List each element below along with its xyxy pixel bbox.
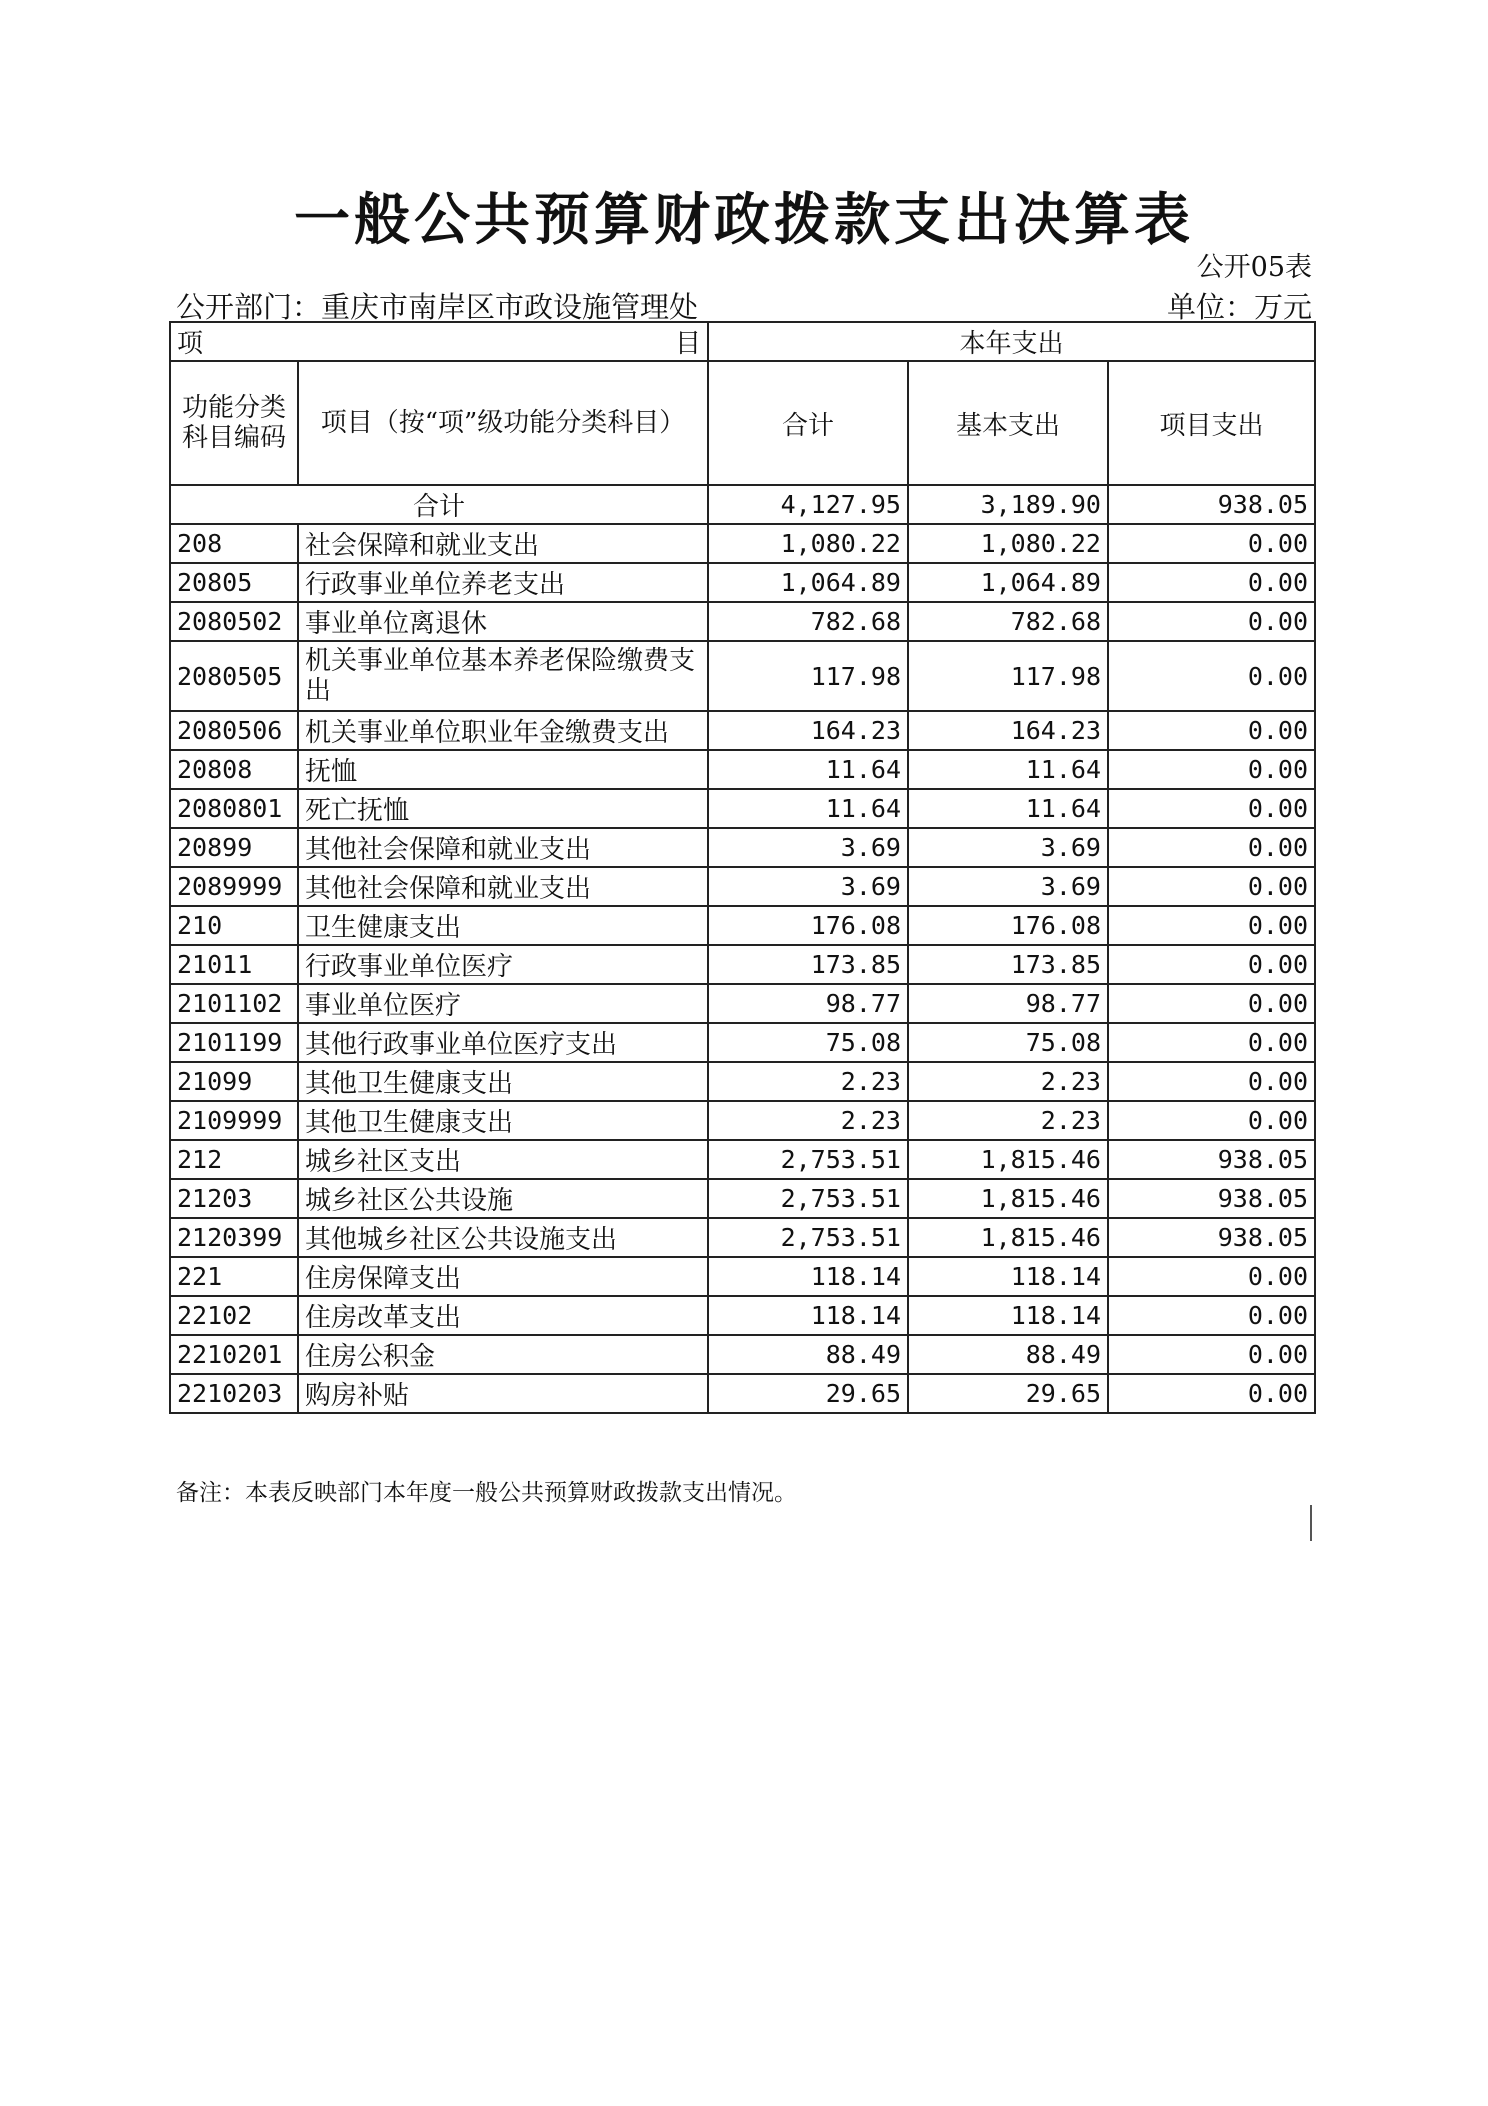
row-total: 11.64 [708,789,908,828]
row-project: 0.00 [1108,1101,1315,1140]
row-project: 938.05 [1108,1140,1315,1179]
item-header-right: 目 [674,329,701,359]
row-basic: 1,815.46 [908,1179,1108,1218]
total-column-header: 合计 [708,361,908,485]
table-row [170,711,1315,750]
row-basic: 176.08 [908,906,1108,945]
row-name: 其他社会保障和就业支出 [298,828,708,867]
row-basic: 173.85 [908,945,1108,984]
total-row-label: 合计 [170,485,708,524]
row-name: 卫生健康支出 [298,906,708,945]
row-project: 0.00 [1108,1257,1315,1296]
header-row-columns [170,361,1315,485]
row-basic: 29.65 [908,1374,1108,1413]
row-project: 0.00 [1108,1374,1315,1413]
row-total: 88.49 [708,1335,908,1374]
row-name: 其他行政事业单位医疗支出 [298,1023,708,1062]
form-number: 公开05表 [1196,252,1312,283]
row-basic: 2.23 [908,1062,1108,1101]
row-basic: 782.68 [908,602,1108,641]
row-name: 抚恤 [298,750,708,789]
row-project: 0.00 [1108,750,1315,789]
table-row [170,563,1315,602]
row-code: 21203 [170,1179,298,1218]
row-code: 2101102 [170,984,298,1023]
name-column-header: 项目（按“项”级功能分类科目） [298,361,708,485]
row-project: 0.00 [1108,789,1315,828]
total-row-total: 4,127.95 [708,485,908,524]
row-project: 0.00 [1108,867,1315,906]
row-name: 城乡社区公共设施 [298,1179,708,1218]
row-code: 2120399 [170,1218,298,1257]
footnote: 备注：本表反映部门本年度一般公共预算财政拨款支出情况。 [176,1480,797,1506]
row-basic: 11.64 [908,789,1108,828]
table-row [170,1101,1315,1140]
row-basic: 1,064.89 [908,563,1108,602]
row-total: 118.14 [708,1257,908,1296]
row-project: 0.00 [1108,711,1315,750]
total-row-basic: 3,189.90 [908,485,1108,524]
table-row [170,1374,1315,1413]
row-name: 其他卫生健康支出 [298,1101,708,1140]
unit-label: 单位：万元 [1166,290,1312,324]
row-code: 208 [170,524,298,563]
department-label: 公开部门：重庆市南岸区市政设施管理处 [176,290,699,324]
row-code: 2210201 [170,1335,298,1374]
row-code: 2101199 [170,1023,298,1062]
table-row [170,1335,1315,1374]
row-total: 3.69 [708,828,908,867]
row-project: 0.00 [1108,1296,1315,1335]
row-total: 782.68 [708,602,908,641]
row-total: 118.14 [708,1296,908,1335]
row-code: 2080505 [170,641,298,711]
row-code: 221 [170,1257,298,1296]
row-total: 117.98 [708,641,908,711]
total-row-project: 938.05 [1108,485,1315,524]
table-row [170,867,1315,906]
row-total: 164.23 [708,711,908,750]
row-name: 住房保障支出 [298,1257,708,1296]
row-name: 城乡社区支出 [298,1140,708,1179]
row-total: 2,753.51 [708,1179,908,1218]
item-header-cell [170,322,708,361]
row-code: 2080506 [170,711,298,750]
row-basic: 1,815.46 [908,1140,1108,1179]
row-basic: 11.64 [908,750,1108,789]
row-project: 0.00 [1108,602,1315,641]
row-total: 176.08 [708,906,908,945]
row-project: 938.05 [1108,1179,1315,1218]
row-name: 购房补贴 [298,1374,708,1413]
row-name: 社会保障和就业支出 [298,524,708,563]
row-project: 0.00 [1108,1062,1315,1101]
row-total: 2.23 [708,1101,908,1140]
row-total: 2,753.51 [708,1218,908,1257]
table-row [170,828,1315,867]
basic-column-header: 基本支出 [908,361,1108,485]
item-header-left: 项 [177,329,204,359]
row-name: 其他社会保障和就业支出 [298,867,708,906]
page-title: 一般公共预算财政拨款支出决算表 [294,188,1194,253]
table-row [170,1140,1315,1179]
row-total: 11.64 [708,750,908,789]
table-row [170,1179,1315,1218]
row-project: 0.00 [1108,984,1315,1023]
row-code: 210 [170,906,298,945]
row-basic: 75.08 [908,1023,1108,1062]
table-row [170,789,1315,828]
row-name: 行政事业单位医疗 [298,945,708,984]
row-code: 20899 [170,828,298,867]
row-project: 0.00 [1108,1335,1315,1374]
current-year-header: 本年支出 [708,322,1315,361]
row-code: 212 [170,1140,298,1179]
row-code: 2089999 [170,867,298,906]
row-project: 0.00 [1108,563,1315,602]
table-row [170,984,1315,1023]
row-name: 住房公积金 [298,1335,708,1374]
row-code: 20808 [170,750,298,789]
row-name: 事业单位医疗 [298,984,708,1023]
row-code: 2080801 [170,789,298,828]
row-name: 其他城乡社区公共设施支出 [298,1218,708,1257]
row-project: 0.00 [1108,524,1315,563]
row-project: 0.00 [1108,945,1315,984]
row-name: 其他卫生健康支出 [298,1062,708,1101]
scan-mark [1310,1505,1312,1541]
row-name: 住房改革支出 [298,1296,708,1335]
row-name: 死亡抚恤 [298,789,708,828]
row-total: 75.08 [708,1023,908,1062]
row-project: 938.05 [1108,1218,1315,1257]
row-basic: 2.23 [908,1101,1108,1140]
code-column-header: 功能分类科目编码 [170,361,298,485]
row-code: 21099 [170,1062,298,1101]
row-basic: 164.23 [908,711,1108,750]
table-row [170,906,1315,945]
row-basic: 3.69 [908,867,1108,906]
row-total: 29.65 [708,1374,908,1413]
row-total: 1,080.22 [708,524,908,563]
table-row [170,1023,1315,1062]
row-basic: 3.69 [908,828,1108,867]
row-total: 2,753.51 [708,1140,908,1179]
row-code: 20805 [170,563,298,602]
row-code: 21011 [170,945,298,984]
row-total: 1,064.89 [708,563,908,602]
table-row [170,602,1315,641]
row-basic: 88.49 [908,1335,1108,1374]
row-project: 0.00 [1108,828,1315,867]
row-name: 事业单位离退休 [298,602,708,641]
table-row [170,1062,1315,1101]
row-code: 2080502 [170,602,298,641]
row-basic: 117.98 [908,641,1108,711]
table-row [170,1257,1315,1296]
row-total: 2.23 [708,1062,908,1101]
row-basic: 118.14 [908,1257,1108,1296]
row-total: 98.77 [708,984,908,1023]
row-name: 机关事业单位基本养老保险缴费支出 [298,641,708,711]
header-row-top [170,322,1315,361]
row-code: 2109999 [170,1101,298,1140]
expenditure-table [169,321,1316,1414]
row-project: 0.00 [1108,1023,1315,1062]
table-row [170,1296,1315,1335]
row-basic: 98.77 [908,984,1108,1023]
row-name: 行政事业单位养老支出 [298,563,708,602]
table-row [170,1218,1315,1257]
row-name: 机关事业单位职业年金缴费支出 [298,711,708,750]
table-row [170,945,1315,984]
row-basic: 1,815.46 [908,1218,1108,1257]
row-code: 22102 [170,1296,298,1335]
table-row [170,524,1315,563]
row-project: 0.00 [1108,641,1315,711]
row-basic: 1,080.22 [908,524,1108,563]
table-row [170,750,1315,789]
row-basic: 118.14 [908,1296,1108,1335]
total-row [170,485,1315,524]
project-column-header: 项目支出 [1108,361,1315,485]
row-code: 2210203 [170,1374,298,1413]
row-project: 0.00 [1108,906,1315,945]
row-total: 3.69 [708,867,908,906]
table-row [170,641,1315,711]
row-total: 173.85 [708,945,908,984]
